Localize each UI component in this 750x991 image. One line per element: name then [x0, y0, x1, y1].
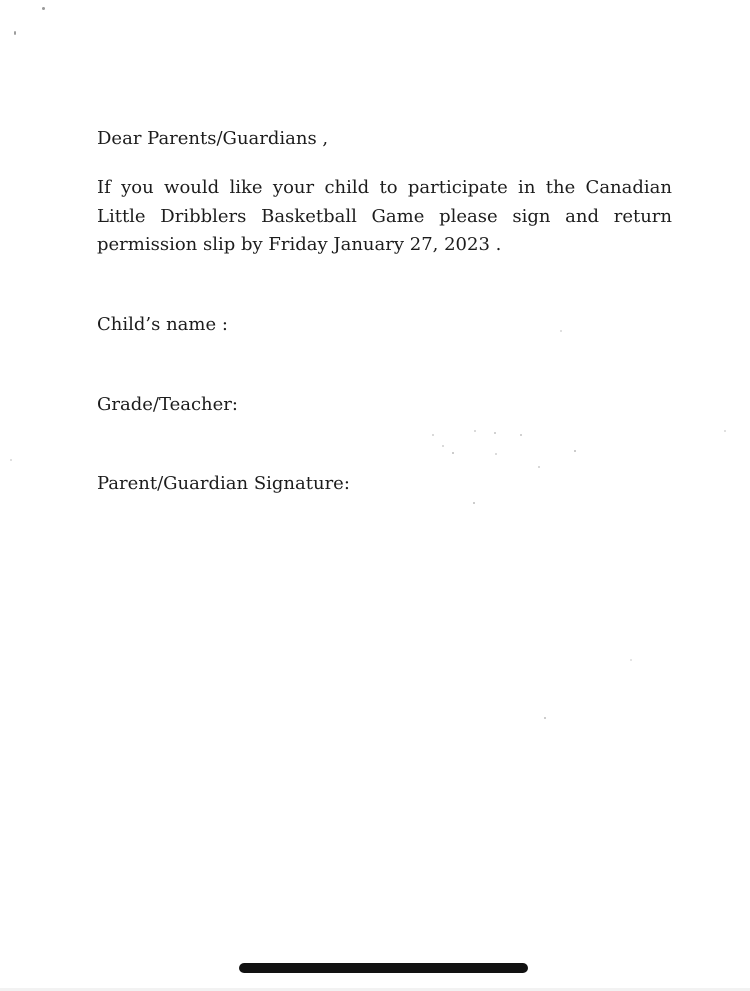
scan-speck [452, 452, 454, 454]
child-name-label: Child’s name : [97, 314, 228, 335]
grade-teacher-label: Grade/Teacher: [97, 394, 238, 415]
scan-speck [432, 434, 434, 436]
home-indicator-bar[interactable] [239, 963, 528, 973]
letter-body-paragraph: If you would like your child to participate in the Canadian Little Dribblers Basketball Game please sign and return permission slip by Friday January 27, 2023 . [97, 177, 672, 255]
scan-speck [494, 432, 496, 434]
scan-speck [520, 434, 522, 436]
scan-speck [560, 330, 562, 332]
parent-guardian-signature-label: Parent/Guardian Signature: [97, 473, 350, 494]
scan-speck [574, 450, 576, 452]
scan-speck [10, 459, 12, 461]
scan-speck [474, 430, 476, 432]
scan-speck [42, 7, 45, 10]
scan-speck [473, 502, 475, 504]
scan-speck [14, 31, 16, 35]
scan-speck [538, 466, 540, 468]
letter-greeting: Dear Parents/Guardians , [97, 128, 329, 149]
scan-speck [495, 453, 497, 455]
scan-speck [630, 659, 632, 661]
scan-speck [724, 430, 726, 432]
scan-speck [442, 445, 444, 447]
scan-speck [544, 717, 546, 719]
